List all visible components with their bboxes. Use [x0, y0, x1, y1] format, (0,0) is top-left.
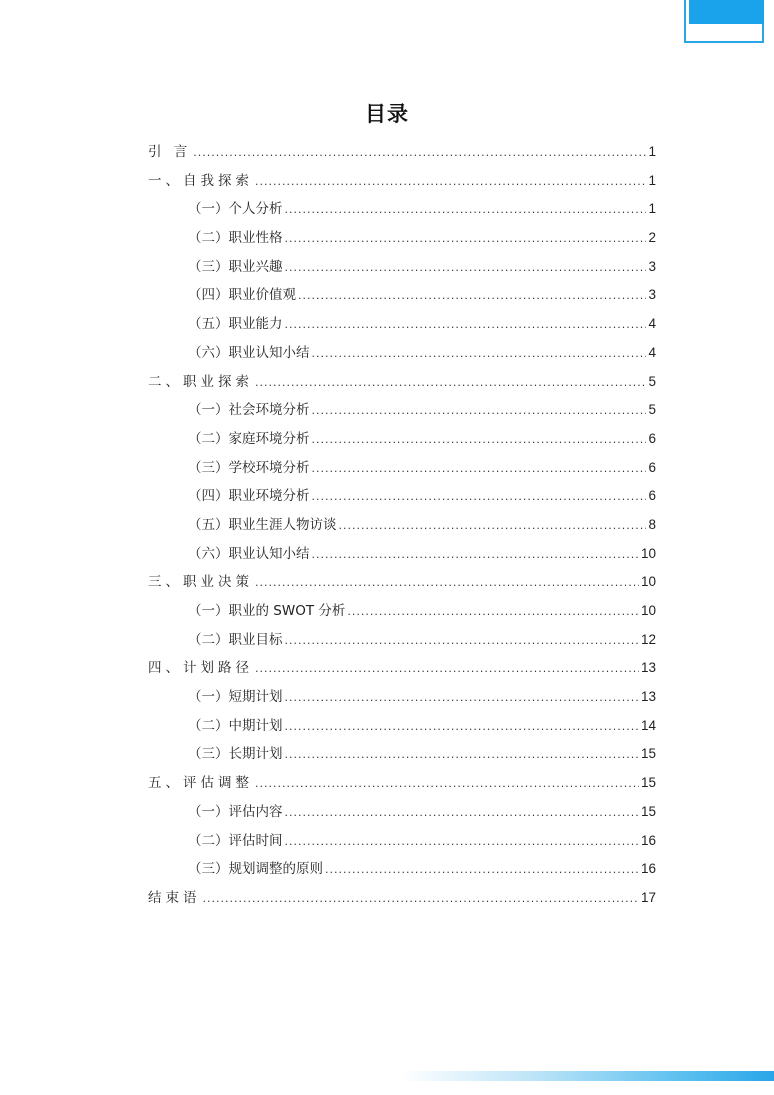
toc-entry[interactable] — [148, 396, 656, 425]
toc-entry-label: （一）短期计划 — [188, 689, 283, 706]
dot-leader — [339, 512, 647, 541]
toc-entry[interactable] — [148, 224, 656, 253]
dot-leader — [285, 254, 647, 283]
toc-entry-page-number: 3 — [648, 287, 656, 303]
toc-entry-label: （三）长期计划 — [188, 746, 283, 763]
toc-entry-page-number: 5 — [648, 402, 656, 418]
toc-entry-label: （二）职业目标 — [188, 631, 283, 648]
toc-entry-label: 引 言 — [148, 144, 192, 160]
toc-entry-label: （三）规划调整的原则 — [188, 861, 323, 878]
dot-leader — [285, 684, 639, 713]
toc-entry[interactable] — [148, 654, 656, 683]
dot-leader — [312, 426, 647, 455]
toc-entry-label: （一）个人分析 — [188, 201, 283, 218]
toc-entry-page-number: 12 — [640, 631, 656, 647]
toc-entry[interactable] — [148, 827, 656, 856]
toc-entry-label: 结束语 — [148, 889, 201, 906]
toc-entry-page-number: 16 — [640, 832, 656, 848]
toc-entry[interactable] — [148, 740, 656, 769]
toc-entry-page-number: 3 — [648, 258, 656, 274]
toc-entry[interactable] — [148, 253, 656, 282]
toc-entry[interactable] — [148, 339, 656, 368]
dot-leader — [325, 856, 639, 885]
toc-entry-label: （四）职业价值观 — [188, 287, 296, 304]
dot-leader — [312, 397, 647, 426]
toc-entry[interactable] — [148, 482, 656, 511]
dot-leader — [285, 828, 639, 857]
dot-leader — [298, 282, 646, 311]
toc-entry[interactable] — [148, 454, 656, 483]
toc-entry[interactable] — [148, 511, 656, 540]
toc-entry[interactable] — [148, 540, 656, 569]
toc-entry-label: （一）社会环境分析 — [188, 402, 310, 419]
toc-entry[interactable] — [148, 626, 656, 655]
toc-entry[interactable] — [148, 712, 656, 741]
dot-leader — [285, 799, 639, 828]
toc-entry-page-number: 1 — [648, 144, 656, 159]
dot-leader — [285, 627, 639, 656]
dot-leader — [255, 770, 639, 799]
toc-entry-page-number: 15 — [640, 775, 656, 791]
dot-leader — [285, 741, 639, 770]
dot-leader — [255, 655, 639, 684]
toc-entry-label: 四、计划路径 — [148, 660, 253, 677]
page-title: 目录 — [365, 102, 409, 126]
dot-leader — [285, 196, 647, 225]
toc-entry-page-number: 15 — [640, 803, 656, 819]
toc-entry[interactable] — [148, 683, 656, 712]
toc-entry-label: （一）评估内容 — [188, 803, 283, 820]
toc-entry-page-number: 10 — [640, 603, 656, 618]
toc-entry-page-number: 5 — [648, 373, 656, 389]
toc-entry-label: 五、评估调整 — [148, 775, 253, 792]
dot-leader — [255, 569, 639, 598]
toc-entry-label: （六）职业认知小结 — [188, 545, 310, 562]
toc-entry[interactable] — [148, 568, 656, 597]
dot-leader — [285, 311, 647, 340]
table-of-contents — [148, 138, 656, 913]
toc-entry[interactable] — [148, 597, 656, 626]
dot-leader — [203, 885, 639, 914]
dot-leader — [285, 225, 647, 254]
dot-leader — [193, 139, 646, 168]
toc-entry[interactable] — [148, 798, 656, 827]
toc-entry-label: （二）家庭环境分析 — [188, 430, 310, 447]
toc-entry-label: （六）职业认知小结 — [188, 344, 310, 361]
dot-leader — [312, 541, 639, 570]
toc-entry-page-number: 6 — [648, 488, 656, 504]
toc-entry-label: （五）职业能力 — [188, 316, 283, 333]
toc-entry[interactable] — [148, 368, 656, 397]
toc-entry[interactable] — [148, 138, 656, 167]
toc-entry-page-number: 1 — [648, 201, 656, 217]
toc-entry-page-number: 10 — [640, 545, 656, 561]
toc-entry-label: （二）评估时间 — [188, 832, 283, 849]
toc-entry-page-number: 13 — [640, 689, 656, 705]
toc-entry-label: 二、职业探索 — [148, 373, 253, 390]
toc-entry-page-number: 4 — [648, 344, 656, 360]
toc-entry-page-number: 13 — [640, 660, 656, 676]
toc-entry-page-number: 4 — [648, 316, 656, 332]
dot-leader — [255, 369, 646, 398]
toc-entry-label: （二）职业性格 — [188, 230, 283, 247]
toc-entry[interactable] — [148, 167, 656, 196]
dot-leader — [255, 168, 646, 197]
corner-decoration-fill — [689, 0, 764, 24]
toc-entry-page-number: 14 — [640, 717, 656, 733]
toc-entry[interactable] — [148, 855, 656, 884]
toc-entry[interactable] — [148, 195, 656, 224]
toc-entry[interactable] — [148, 281, 656, 310]
toc-entry-label: 三、职业决策 — [148, 574, 253, 591]
dot-leader — [312, 340, 647, 369]
dot-leader — [312, 483, 647, 512]
toc-entry[interactable] — [148, 310, 656, 339]
toc-entry[interactable] — [148, 425, 656, 454]
toc-entry-label: （五）职业生涯人物访谈 — [188, 516, 337, 533]
toc-entry-page-number: 8 — [648, 516, 656, 532]
bottom-gradient-band — [400, 1071, 774, 1081]
toc-entry-page-number: 17 — [640, 889, 656, 905]
toc-entry-page-number: 6 — [648, 459, 656, 475]
toc-entry[interactable] — [148, 884, 656, 913]
dot-leader — [312, 455, 647, 484]
toc-entry[interactable] — [148, 769, 656, 798]
toc-entry-page-number: 15 — [640, 746, 656, 762]
toc-entry-label: （一）职业的 SWOT 分析 — [188, 603, 346, 619]
toc-entry-label: （三）学校环境分析 — [188, 459, 310, 476]
toc-entry-page-number: 10 — [640, 574, 656, 590]
toc-entry-page-number: 1 — [648, 172, 656, 188]
dot-leader — [285, 713, 639, 742]
toc-entry-page-number: 2 — [648, 230, 656, 246]
toc-entry-page-number: 16 — [640, 861, 656, 877]
dot-leader — [347, 598, 639, 627]
toc-entry-label: 一、自我探索 — [148, 172, 253, 189]
toc-entry-label: （三）职业兴趣 — [188, 258, 283, 275]
toc-entry-label: （四）职业环境分析 — [188, 488, 310, 505]
toc-entry-page-number: 6 — [648, 430, 656, 446]
toc-entry-label: （二）中期计划 — [188, 717, 283, 734]
